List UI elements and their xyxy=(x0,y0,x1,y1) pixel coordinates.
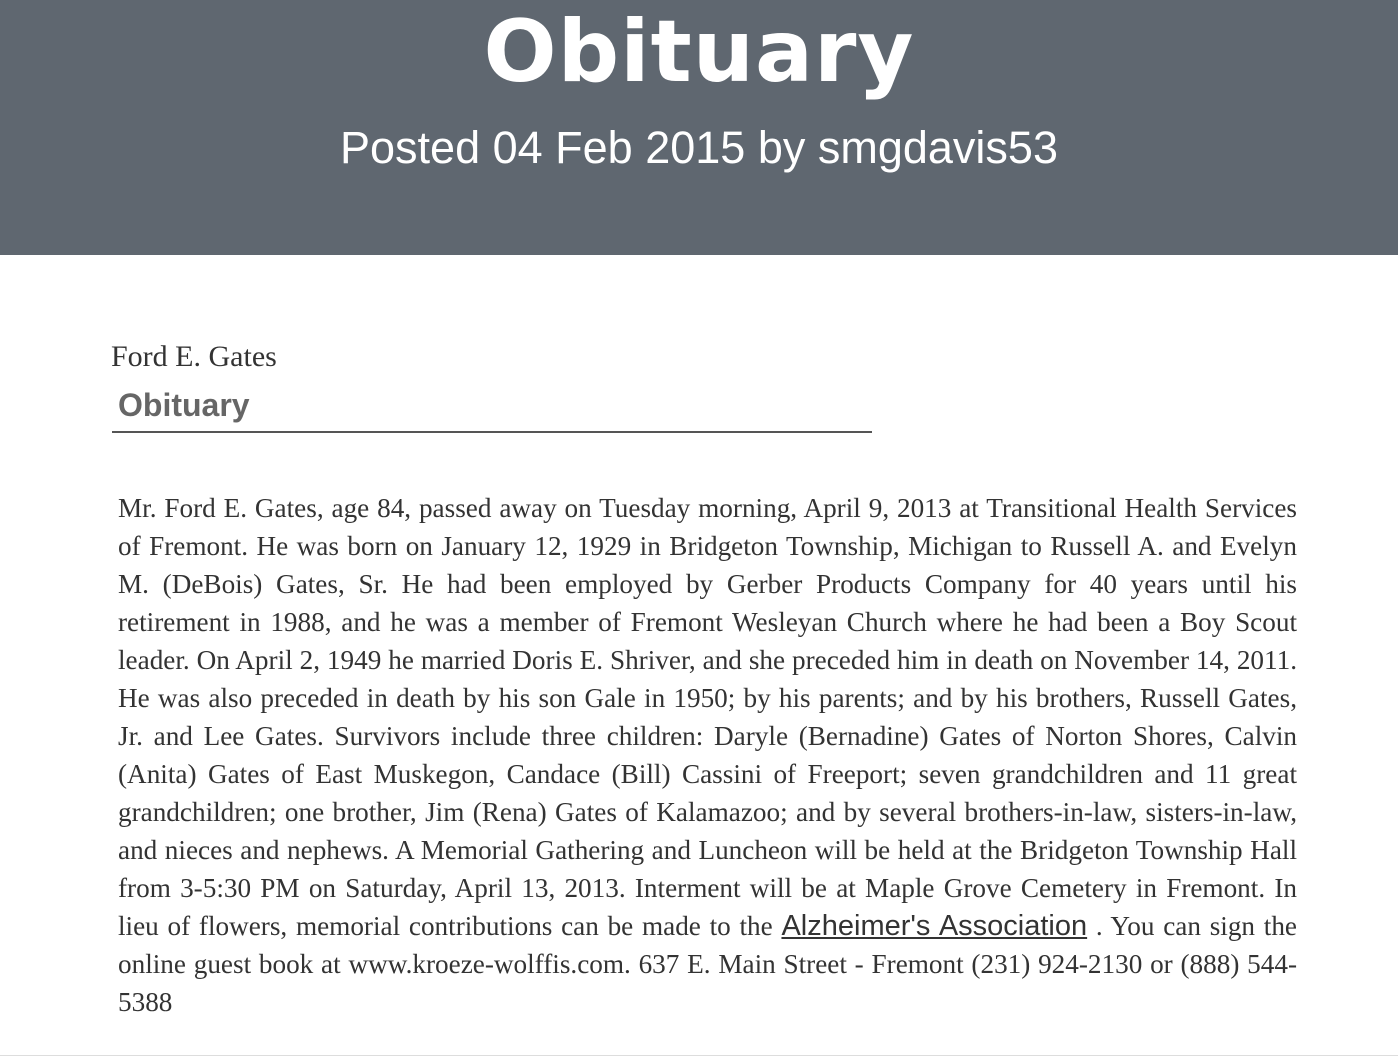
alzheimers-association-link[interactable]: Alzheimer's Association xyxy=(781,910,1088,942)
obituary-body-text-end: . You can sign the online guest book at www.kroeze-wolffis.com. 637 E. Main Street - Fremont (231) 924-2130 or (888) 544-5388 xyxy=(118,911,1297,1017)
page-title: Obituary xyxy=(483,2,915,102)
section-heading-label: Obituary xyxy=(118,387,250,423)
person-name: Ford E. Gates xyxy=(111,340,277,373)
page-header xyxy=(0,0,1398,255)
article-content xyxy=(0,255,1398,1058)
post-meta: Posted 04 Feb 2015 by smgdavis53 xyxy=(340,122,1058,173)
obituary-body xyxy=(118,489,1297,1021)
bottom-divider xyxy=(0,1055,1398,1056)
obituary-body-text: Mr. Ford E. Gates, age 84, passed away on Tuesday morning, April 9, 2013 at Transitional Health Services of Fremont. He was born on January 12, 1929 in Bridgeton Township, Michigan to Russell A. and Evelyn M. (DeBois) Gates, Sr. He had been employed by Gerber Products Company for 40 years until his retirement in 1988, and he was a member of Fremont Wesleyan Church where he had been a Boy Scout leader. On April 2, 1949 he married Doris E. Shriver, and she preceded him in death on November 14, 2011. He was also preceded in death by his son Gale in 1950; by his parents; and by his brothers, Russell Gates, Jr. and Lee Gates. Survivors include three children: Daryle (Bernadine) Gates of Norton Shores, Calvin (Anita) Gates of East Muskegon, Candace (Bill) Cassini of Freeport; seven grandchildren and 11 great grandchildren; one brother, Jim (Rena) Gates of Kalamazoo; and by several brothers-in-law, sisters-in-law, and nieces and nephews. A Memorial Gathering and Luncheon will be held at the Bridgeton Township Hall from 3-5:30 PM on Saturday, April 13, 2013. Interment will be at Maple Grove Cemetery in Fremont. In lieu of flowers, memorial contributions can be made to the xyxy=(118,493,1297,941)
section-heading xyxy=(112,385,872,433)
